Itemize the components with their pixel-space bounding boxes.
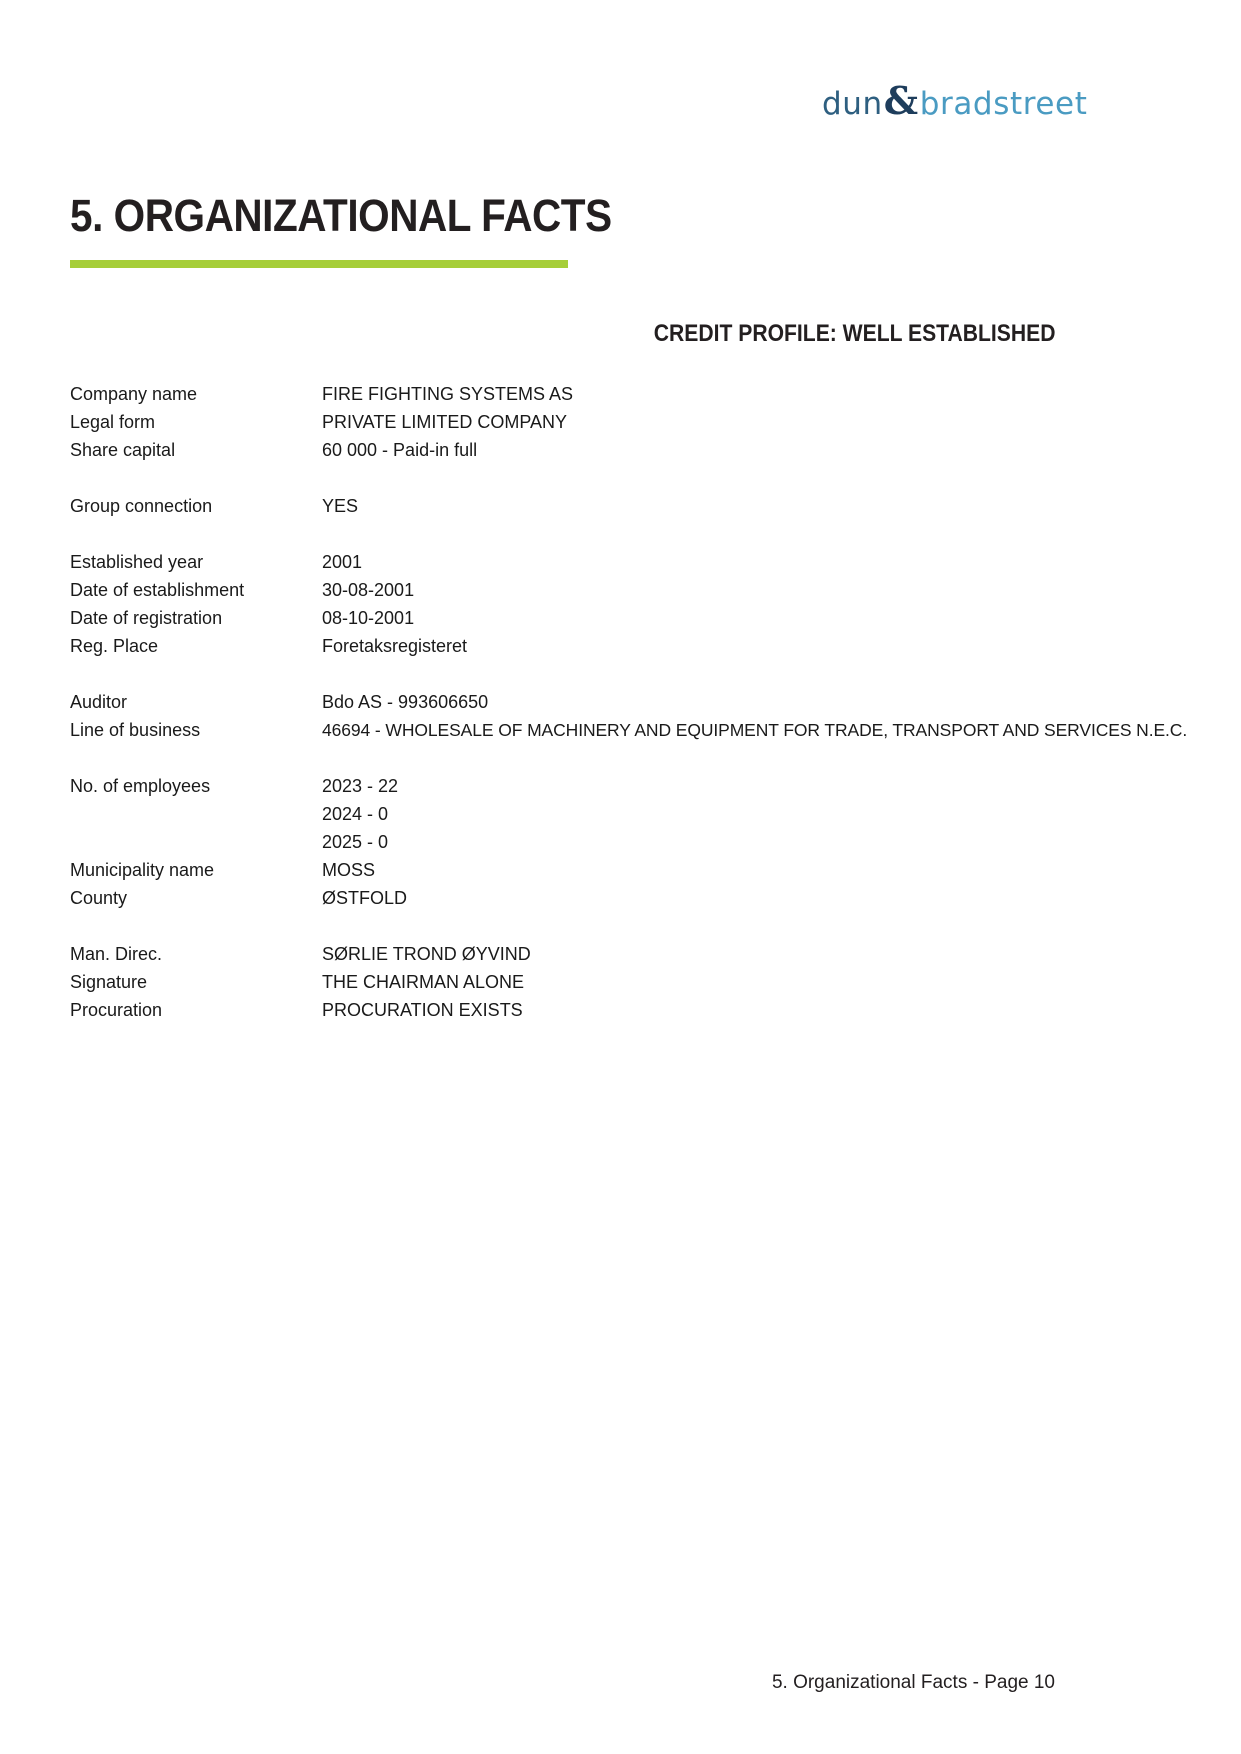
page-title: 5. ORGANIZATIONAL FACTS (70, 190, 612, 241)
fact-value: Foretaksregisteret (322, 636, 468, 656)
organizational-facts-table (70, 380, 1230, 1024)
fact-value: PROCURATION EXISTS (322, 1000, 523, 1020)
fact-value: 2025 - 0 (322, 832, 389, 852)
fact-label: Reg. Place (70, 636, 159, 656)
fact-label: No. of employees (70, 776, 211, 796)
fact-row-signature (70, 968, 1230, 996)
fact-value: 2001 (322, 552, 363, 572)
fact-row-procuration (70, 996, 1230, 1024)
fact-value: 08-10-2001 (322, 608, 415, 628)
title-underline (70, 260, 568, 268)
fact-value: 2023 - 22 (322, 776, 399, 796)
fact-value: 60 000 - Paid-in full (322, 440, 478, 460)
fact-label: Auditor (70, 692, 128, 712)
fact-value: 30-08-2001 (322, 580, 415, 600)
dun-bradstreet-logo (822, 78, 1087, 123)
fact-label: Legal form (70, 412, 156, 432)
fact-row-employees (70, 772, 1230, 800)
fact-label: Municipality name (70, 860, 215, 880)
fact-label-empty (70, 828, 322, 856)
fact-row-group-connection (70, 492, 1230, 520)
fact-row-company-name (70, 380, 1230, 408)
fact-label: Date of establishment (70, 580, 245, 600)
fact-row-employees-cont (70, 828, 1230, 856)
logo-ampersand: & (883, 78, 919, 123)
fact-value: YES (322, 496, 359, 516)
logo-text-dun: dun (822, 86, 883, 122)
fact-row-date-of-establishment (70, 576, 1230, 604)
fact-row-employees-cont (70, 800, 1230, 828)
fact-row-line-of-business (70, 716, 1230, 744)
fact-label: Signature (70, 972, 148, 992)
page-footer: 5. Organizational Facts - Page 10 (771, 1672, 1055, 1693)
fact-row-legal-form (70, 408, 1230, 436)
fact-row-established-year (70, 548, 1230, 576)
fact-label-empty (70, 800, 322, 828)
fact-row-municipality (70, 856, 1230, 884)
fact-row-share-capital (70, 436, 1230, 464)
credit-profile-heading: CREDIT PROFILE: WELL ESTABLISHED (653, 320, 1055, 347)
fact-label: County (70, 888, 128, 908)
fact-label: Company name (70, 384, 198, 404)
fact-label: Date of registration (70, 608, 223, 628)
fact-label: Procuration (70, 1000, 163, 1020)
fact-value: Bdo AS - 993606650 (322, 692, 489, 712)
fact-value: MOSS (322, 860, 376, 880)
fact-value: SØRLIE TROND ØYVIND (322, 944, 531, 964)
fact-row-man-direc (70, 940, 1230, 968)
fact-label: Man. Direc. (70, 944, 163, 964)
logo-text-bradstreet: bradstreet (919, 86, 1088, 122)
fact-label: Group connection (70, 496, 213, 516)
fact-value: 46694 - WHOLESALE OF MACHINERY AND EQUIPMENT FOR TRADE, TRANSPORT AND SERVICES N.E.C. (322, 720, 1188, 740)
fact-value: 2024 - 0 (322, 804, 389, 824)
fact-value: ØSTFOLD (322, 888, 408, 908)
fact-label: Share capital (70, 440, 176, 460)
fact-row-reg-place (70, 632, 1230, 660)
fact-value: FIRE FIGHTING SYSTEMS AS (322, 384, 574, 404)
fact-label: Line of business (70, 720, 201, 740)
fact-value: THE CHAIRMAN ALONE (322, 972, 525, 992)
fact-label: Established year (70, 552, 204, 572)
fact-row-county (70, 884, 1230, 912)
fact-value: PRIVATE LIMITED COMPANY (322, 412, 568, 432)
fact-row-auditor (70, 688, 1230, 716)
fact-row-date-of-registration (70, 604, 1230, 632)
